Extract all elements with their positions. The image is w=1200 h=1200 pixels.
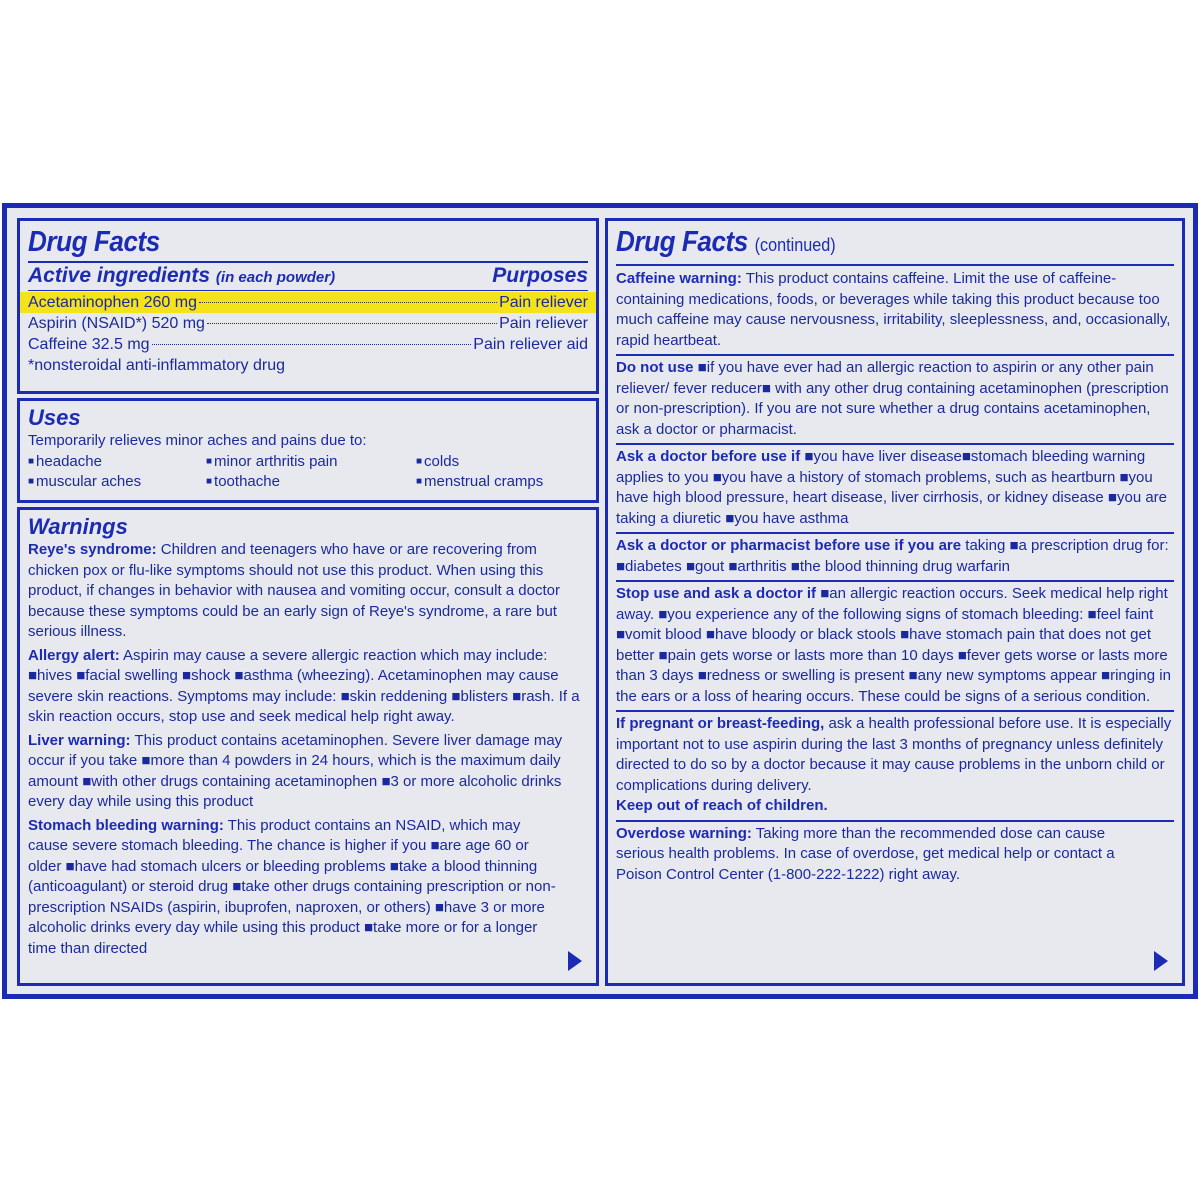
left-panel	[17, 218, 599, 986]
warnings-box	[17, 507, 599, 986]
ask-pharmacist-label: Ask a doctor or pharmacist before use if you are	[616, 537, 962, 554]
divider	[28, 290, 588, 291]
caffeine-text: This product contains caffeine. Limit the use of caffeine-containing medications, foods, or beverages while taking this product because too much caffeine may cause nervousness, irritability, sleeplessness, and, occasionally, rapid heartbeat.	[616, 270, 1171, 349]
right-panel	[605, 218, 1185, 986]
uses-list	[28, 452, 588, 492]
list-item: ■ colds	[416, 452, 596, 472]
drug-facts-title: Drug Facts	[28, 226, 160, 258]
drug-facts-continued-title: Drug Facts (continued)	[616, 226, 836, 258]
list-item: ■ muscular aches	[28, 472, 206, 492]
pregnancy-warning	[616, 710, 1174, 820]
do-not-use-label: Do not use	[616, 359, 694, 376]
continued-label: (continued)	[754, 235, 836, 255]
liver-label: Liver warning:	[28, 731, 131, 749]
ingredient-purpose: Pain reliever	[499, 294, 588, 311]
ask-doctor-label: Ask a doctor before use if	[616, 448, 801, 465]
divider	[28, 261, 588, 263]
stomach-warning	[28, 816, 588, 960]
drug-facts-label	[2, 203, 1198, 999]
continue-arrow-icon	[568, 951, 582, 971]
caffeine-label: Caffeine warning:	[616, 270, 742, 287]
ask-doctor	[616, 443, 1174, 532]
reye-label: Reye's syndrome:	[28, 541, 157, 558]
active-ingredients-box	[17, 218, 599, 394]
do-not-use	[616, 354, 1174, 443]
warnings-title: Warnings	[28, 514, 128, 539]
list-item: ■ menstrual cramps	[416, 472, 596, 492]
divider	[616, 264, 1174, 266]
ingredients-header	[28, 264, 588, 288]
liver-warning	[28, 731, 588, 813]
leader-dots	[207, 323, 497, 324]
overdose-label: Overdose warning:	[616, 824, 752, 842]
overdose-text: Taking more than the recommended dose can cause serious health problems. In case of overdose, get medical help or contact a Poison Control Center (1-800-222-1222) right away.	[616, 824, 1115, 883]
pregnancy-text: ask a health professional before use. It is especially important not to use aspirin during the last 3 months of pregnancy unless definitely directed to do so by a doctor because it may cause problems in the unborn child or complications during delivery.	[616, 715, 1172, 794]
ingredient-purpose: Pain reliever	[499, 315, 588, 332]
keep-out-of-reach: Keep out of reach of children.	[616, 797, 828, 814]
uses-box	[17, 398, 599, 503]
uses-intro: Temporarily relieves minor aches and pains due to:	[28, 432, 367, 449]
ingredient-name: Caffeine 32.5 mg	[28, 336, 150, 353]
ask-pharmacist-text: taking ■a prescription drug for: ■diabetes ■gout ■arthritis ■the blood thinning drug warfarin	[616, 537, 1169, 575]
ingredient-name: Aspirin (NSAID*) 520 mg	[28, 315, 205, 332]
do-not-use-text: ■if you have ever had an allergic reaction to aspirin or any other pain reliever/ fever reducer■ with any other drug containing acetaminophen (prescription or non-prescription). If you are not sure whether a drug contains acetaminophen, ask a doctor or pharmacist.	[616, 359, 1169, 438]
leader-dots	[152, 344, 472, 345]
ingredient-row	[28, 313, 588, 334]
active-ingredients-heading: Active ingredients (in each powder)	[28, 264, 336, 287]
active-ingredients-subheading: (in each powder)	[215, 269, 336, 286]
list-item: ■ toothache	[206, 472, 416, 492]
ingredient-row	[28, 334, 588, 355]
stop-use-label: Stop use and ask a doctor if	[616, 585, 817, 602]
purposes-heading: Purposes	[492, 264, 588, 287]
ingredient-row	[20, 292, 596, 313]
stop-use	[616, 580, 1174, 710]
stop-use-text: ■an allergic reaction occurs. Seek medical help right away. ■you experience any of the following signs of stomach bleeding: ■feel faint ■vomit blood ■have bloody or black stools ■have stomach pain that does not get better ■pain gets worse or lasts more than 10 days ■fever gets worse or lasts more than 3 days ■redness or swelling is present ■any new symptoms appear ■ringing in the ears or a loss of hearing occurs. These could be signs of a serious condition.	[616, 585, 1171, 705]
stomach-text: This product contains an NSAID, which may cause severe stomach bleeding. The chance is higher if you ■are age 60 or older ■have had stomach ulcers or bleeding problems ■take a blood thinning (anticoagulant) or steroid drug ■take other drugs containing prescription or non-prescription NSAIDs (aspirin, ibuprofen, naproxen, or others) ■have 3 or more alcoholic drinks every day while using this product ■take more or for a longer time than directed	[28, 816, 556, 957]
uses-title: Uses	[28, 405, 81, 430]
ask-pharmacist	[616, 532, 1174, 580]
allergy-alert	[28, 646, 588, 728]
caffeine-warning	[616, 267, 1174, 354]
list-item: ■ headache	[28, 452, 206, 472]
reye-warning	[28, 540, 588, 643]
reye-text: Children and teenagers who have or are recovering from chicken pox or flu-like symptoms should not use this product. When using this product, if changes in behavior with nausea and vomiting occur, consult a doctor because these symptoms could be an early sign of Reye's syndrome, a rare but serious illness.	[28, 541, 560, 640]
liver-text: This product contains acetaminophen. Severe liver damage may occur if you take ■more than 4 powders in 24 hours, which is the maximum daily amount ■with other drugs containing acetaminophen ■3 or more alcoholic drinks every day while using this product	[28, 731, 563, 810]
overdose-warning	[616, 820, 1174, 889]
ingredient-purpose: Pain reliever aid	[473, 336, 588, 353]
continue-arrow-icon	[1154, 951, 1168, 971]
nsaid-footnote: *nonsteroidal anti-inflammatory drug	[28, 357, 286, 374]
ingredient-name: Acetaminophen 260 mg	[28, 294, 197, 311]
ask-doctor-text: ■you have liver disease■stomach bleeding warning applies to you ■you have a history of stomach problems, such as heartburn ■you have high blood pressure, heart disease, liver cirrhosis, or kidney disease ■you are taking a diuretic ■you have asthma	[616, 448, 1168, 527]
pregnancy-label: If pregnant or breast-feeding,	[616, 715, 825, 732]
leader-dots	[199, 302, 497, 303]
allergy-text: Aspirin may cause a severe allergic reaction which may include: ■hives ■facial swelling ■shock ■asthma (wheezing). Acetaminophen may cause severe skin reactions. Symptoms may include: ■skin reddening ■blisters ■rash. If a skin reaction occurs, stop use and seek medical help right away.	[28, 646, 580, 725]
allergy-label: Allergy alert:	[28, 646, 120, 664]
stomach-label: Stomach bleeding warning:	[28, 816, 224, 834]
list-item: ■ minor arthritis pain	[206, 452, 416, 472]
